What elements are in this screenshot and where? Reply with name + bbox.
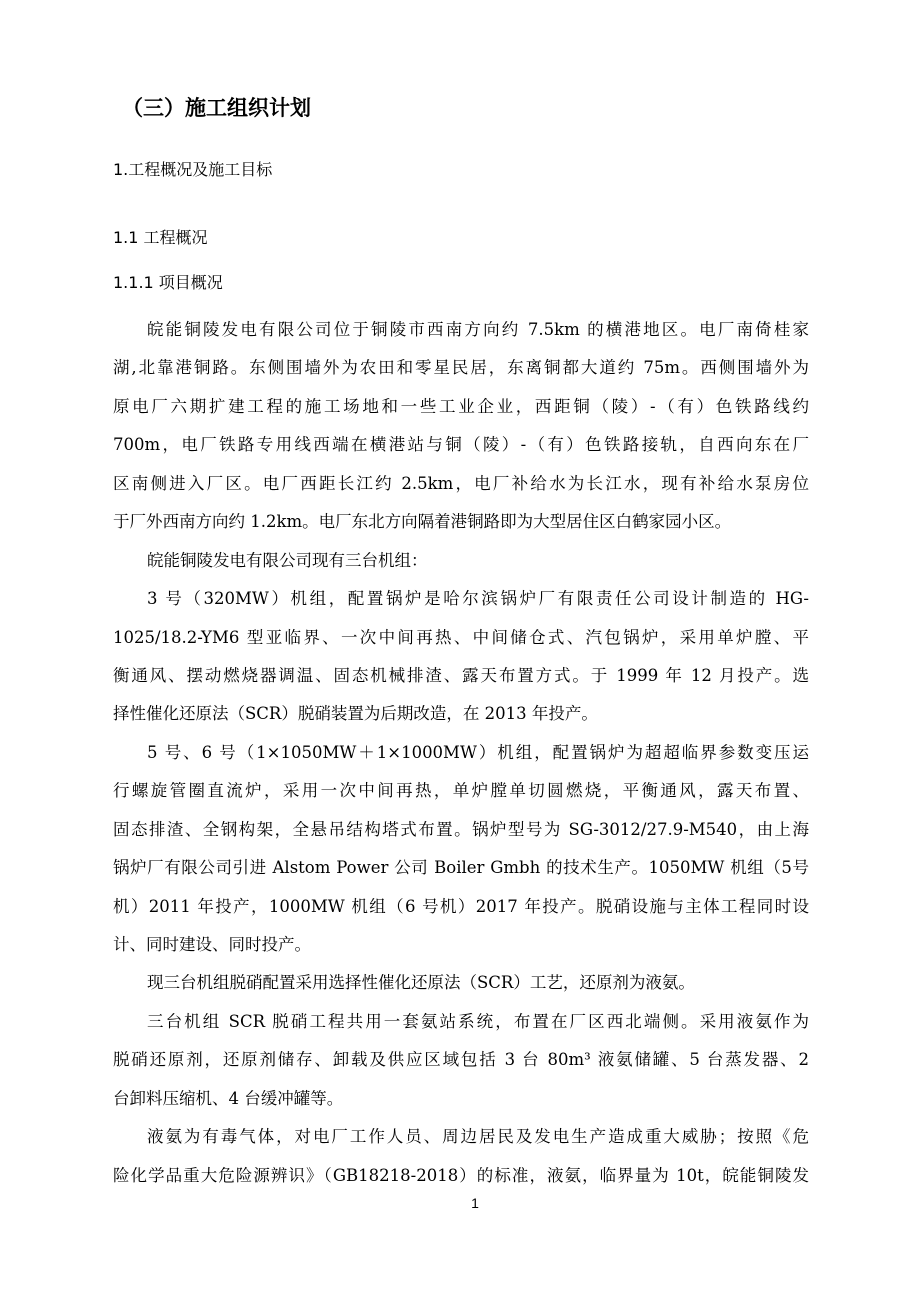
document-body bbox=[113, 311, 809, 1195]
paragraph-line: 皖能铜陵发电有限公司现有三台机组： bbox=[147, 550, 428, 570]
page-number: 1 bbox=[471, 1195, 479, 1211]
section-heading-1-1: 1.1 工程概况 bbox=[113, 228, 208, 247]
paragraph bbox=[113, 964, 809, 1002]
paragraph bbox=[113, 311, 809, 542]
paragraph-line: 皖能铜陵发电有限公司位于铜陵市西南方向约 7.5km 的横港地区。电厂南倚桂家 bbox=[147, 320, 809, 339]
paragraph-line: 三台机组 SCR 脱硝工程共用一套氨站系统，布置在厂区西北端侧。采用液氨作为 bbox=[147, 1011, 809, 1031]
paragraph-line: 计、同时建设、同时投产。 bbox=[113, 935, 311, 954]
paragraph-line: 湖,北靠港铜路。东侧围墙外为农田和零星民居，东离铜都大道约 75m。西侧围墙外为 bbox=[113, 358, 809, 378]
section-heading-1-1-1: 1.1.1 项目概况 bbox=[113, 273, 223, 292]
paragraph-line: 固态排渣、全钢构架，全悬吊结构塔式布置。锅炉型号为 SG-3012/27.9-M540，由上海 bbox=[113, 819, 809, 839]
paragraph-line: 1025/18.2-YM6 型亚临界、一次中间再热、中间储仓式、汽包锅炉，采用单炉膛、平 bbox=[113, 627, 809, 647]
paragraph-line: 原电厂六期扩建工程的施工场地和一些工业企业，西距铜（陵）-（有）色铁路线约 bbox=[113, 396, 809, 416]
paragraph bbox=[113, 1118, 809, 1195]
paragraph bbox=[113, 542, 809, 580]
paragraph-line: 台卸料压缩机、4 台缓冲罐等。 bbox=[113, 1088, 344, 1108]
section-heading-1: 1.工程概况及施工目标 bbox=[113, 160, 273, 179]
paragraph bbox=[113, 580, 809, 734]
paragraph bbox=[113, 734, 809, 965]
paragraph-line: 现三台机组脱硝配置采用选择性催化还原法（SCR）工艺，还原剂为液氨。 bbox=[147, 973, 695, 993]
paragraph-line: 700m，电厂铁路专用线西端在横港站与铜（陵）-（有）色铁路接轨，自西向东在厂 bbox=[113, 435, 809, 455]
paragraph-line: 液氨为有毒气体，对电厂工作人员、周边居民及发电生产造成重大威胁；按照《危 bbox=[147, 1127, 809, 1147]
paragraph-line: 3 号（320MW）机组，配置锅炉是哈尔滨锅炉厂有限责任公司设计制造的 HG- bbox=[147, 589, 809, 609]
paragraph bbox=[113, 1003, 809, 1118]
paragraph-line: 于厂外西南方向约 1.2km。电厂东北方向隔着港铜路即为大型居住区白鹤家园小区。 bbox=[113, 512, 732, 532]
paragraph-line: 行螺旋管圈直流炉，采用一次中间再热，单炉膛单切圆燃烧，平衡通风，露天布置、 bbox=[113, 781, 809, 801]
paragraph-line: 机）2011 年投产，1000MW 机组（6 号机）2017 年投产。脱硝设施与主体工程同时设 bbox=[113, 896, 809, 916]
paragraph-line: 脱硝还原剂，还原剂储存、卸载及供应区域包括 3 台 80m³ 液氨储罐、5 台蒸发器、2 bbox=[113, 1050, 809, 1070]
paragraph-line: 衡通风、摆动燃烧器调温、固态机械排渣、露天布置方式。于 1999 年 12 月投产。选 bbox=[113, 665, 809, 685]
paragraph-line: 锅炉厂有限公司引进 Alstom Power 公司 Boiler Gmbh 的技术生产。1050MW 机组（5号 bbox=[113, 858, 809, 878]
paragraph-line: 5 号、6 号（1×1050MW＋1×1000MW）机组，配置锅炉为超超临界参数变压运 bbox=[147, 742, 809, 762]
paragraph-line: 险化学品重大危险源辨识》（GB18218-2018）的标准，液氨，临界量为 10t，皖能铜陵发 bbox=[113, 1165, 809, 1185]
paragraph-line: 区南侧进入厂区。电厂西距长江约 2.5km，电厂补给水为长江水，现有补给水泵房位 bbox=[113, 473, 809, 493]
document-title: （三）施工组织计划 bbox=[122, 96, 311, 120]
paragraph-line: 择性催化还原法（SCR）脱硝装置为后期改造，在 2013 年投产。 bbox=[113, 704, 598, 724]
